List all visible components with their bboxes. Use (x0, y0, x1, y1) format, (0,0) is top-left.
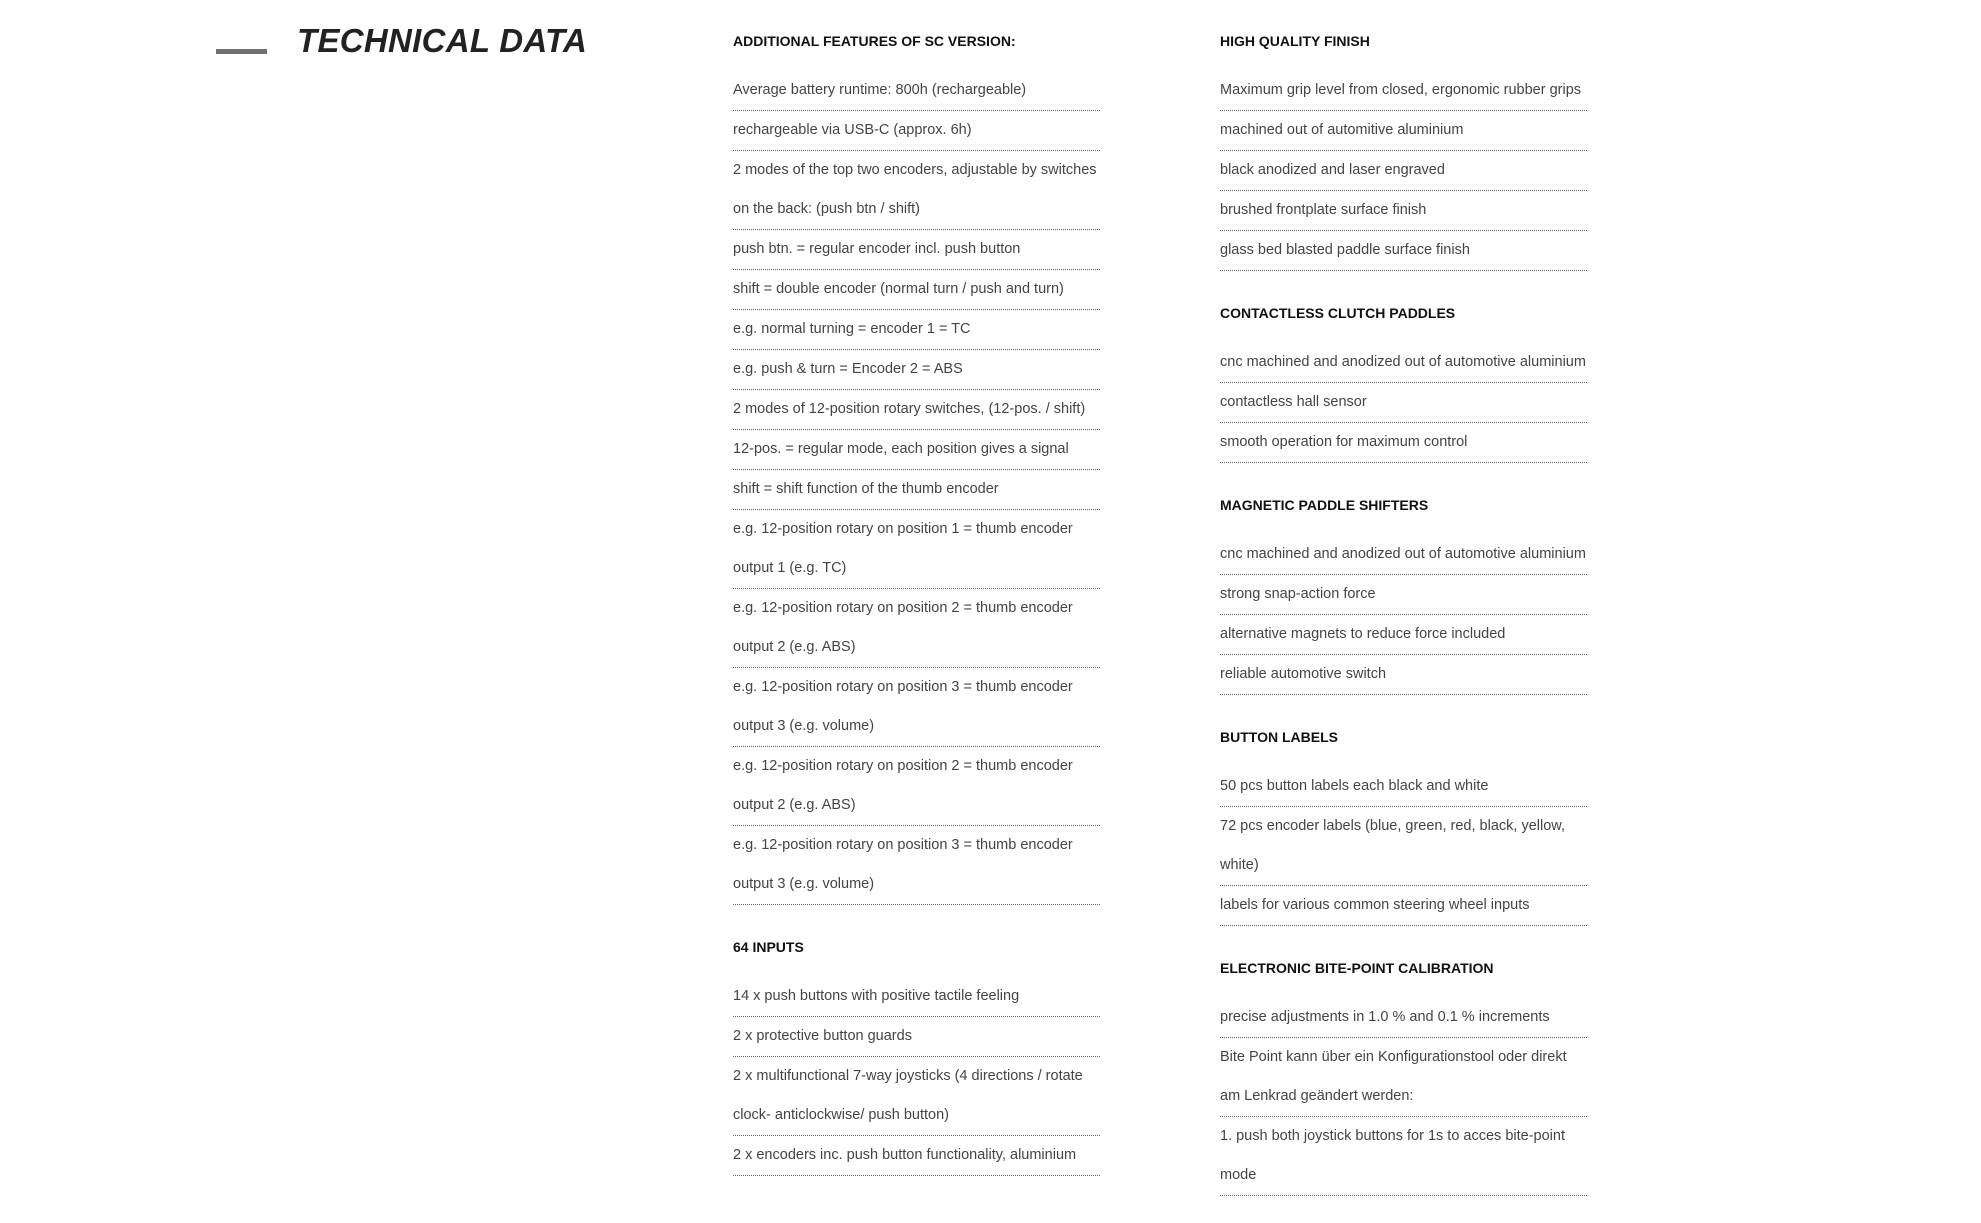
list-item: smooth operation for maximum control (1220, 423, 1587, 463)
list-item: push btn. = regular encoder incl. push button (733, 230, 1100, 270)
section-magnetic-paddle-shifters (1220, 490, 1587, 695)
list-item: brushed frontplate surface finish (1220, 191, 1587, 231)
feature-list (1220, 343, 1587, 463)
section-title: 64 INPUTS (733, 939, 804, 955)
list-item: e.g. push & turn = Encoder 2 = ABS (733, 350, 1100, 390)
list-item: e.g. normal turning = encoder 1 = TC (733, 310, 1100, 350)
title-accent-dash (216, 49, 267, 54)
list-item: e.g. 12-position rotary on position 2 = thumb encoder output 2 (e.g. ABS) (733, 747, 1100, 826)
list-item: 50 pcs button labels each black and white (1220, 767, 1587, 807)
list-item: shift = shift function of the thumb encoder (733, 470, 1100, 510)
section-high-quality-finish (1220, 26, 1587, 271)
list-item: black anodized and laser engraved (1220, 151, 1587, 191)
section-contactless-clutch-paddles (1220, 298, 1587, 463)
section-title: CONTACTLESS CLUTCH PADDLES (1220, 305, 1456, 321)
list-item: e.g. 12-position rotary on position 2 = thumb encoder output 2 (e.g. ABS) (733, 589, 1100, 668)
list-item: 2 x protective button guards (733, 1017, 1100, 1057)
list-item: Maximum grip level from closed, ergonomic rubber grips (1220, 71, 1587, 111)
section-title: HIGH QUALITY FINISH (1220, 33, 1370, 49)
list-item: precise adjustments in 1.0 % and 0.1 % increments (1220, 998, 1587, 1038)
features-column-left (733, 26, 1100, 1203)
list-item: 2 modes of the top two encoders, adjustable by switches on the back: (push btn / shift) (733, 151, 1100, 230)
section-title: ELECTRONIC BITE-POINT CALIBRATION (1220, 960, 1494, 976)
list-item: 1. push both joystick buttons for 1s to acces bite-point mode (1220, 1117, 1587, 1196)
list-item: Bite Point kann über ein Konfigurationstool oder direkt am Lenkrad geändert werden: (1220, 1038, 1587, 1117)
list-item: Average battery runtime: 800h (rechargeable) (733, 71, 1100, 111)
list-item: e.g. 12-position rotary on position 3 = thumb encoder output 3 (e.g. volume) (733, 826, 1100, 905)
feature-list (733, 977, 1100, 1176)
list-item: strong snap-action force (1220, 575, 1587, 615)
list-item: e.g. 12-position rotary on position 3 = thumb encoder output 3 (e.g. volume) (733, 668, 1100, 747)
list-item: 2 x encoders inc. push button functionality, aluminium (733, 1136, 1100, 1176)
section-64-inputs (733, 932, 1100, 1176)
section-bite-point-calibration (1220, 953, 1587, 1196)
feature-list (1220, 998, 1587, 1196)
features-column-right (1220, 26, 1587, 1223)
list-item: labels for various common steering wheel inputs (1220, 886, 1587, 926)
list-item: glass bed blasted paddle surface finish (1220, 231, 1587, 271)
section-title: BUTTON LABELS (1220, 729, 1338, 745)
feature-list (733, 71, 1100, 905)
list-item: contactless hall sensor (1220, 383, 1587, 423)
feature-list (1220, 71, 1587, 271)
list-item: cnc machined and anodized out of automotive aluminium (1220, 343, 1587, 383)
feature-list (1220, 767, 1587, 926)
section-title: MAGNETIC PADDLE SHIFTERS (1220, 497, 1429, 513)
list-item: 12-pos. = regular mode, each position gives a signal (733, 430, 1100, 470)
list-item: shift = double encoder (normal turn / push and turn) (733, 270, 1100, 310)
list-item: e.g. 12-position rotary on position 1 = thumb encoder output 1 (e.g. TC) (733, 510, 1100, 589)
list-item: 72 pcs encoder labels (blue, green, red, black, yellow, white) (1220, 807, 1587, 886)
section-title: ADDITIONAL FEATURES OF SC VERSION: (733, 33, 1016, 49)
section-additional-features (733, 26, 1100, 905)
list-item: alternative magnets to reduce force included (1220, 615, 1587, 655)
list-item: 2 modes of 12-position rotary switches, (12-pos. / shift) (733, 390, 1100, 430)
list-item: reliable automotive switch (1220, 655, 1587, 695)
list-item: rechargeable via USB-C (approx. 6h) (733, 111, 1100, 151)
list-item: 2 x multifunctional 7-way joysticks (4 directions / rotate clock- anticlockwise/ push button) (733, 1057, 1100, 1136)
list-item: 14 x push buttons with positive tactile feeling (733, 977, 1100, 1017)
list-item: cnc machined and anodized out of automotive aluminium (1220, 535, 1587, 575)
list-item: machined out of automitive aluminium (1220, 111, 1587, 151)
page-title: TECHNICAL DATA (297, 22, 588, 59)
section-button-labels (1220, 722, 1587, 926)
feature-list (1220, 535, 1587, 695)
